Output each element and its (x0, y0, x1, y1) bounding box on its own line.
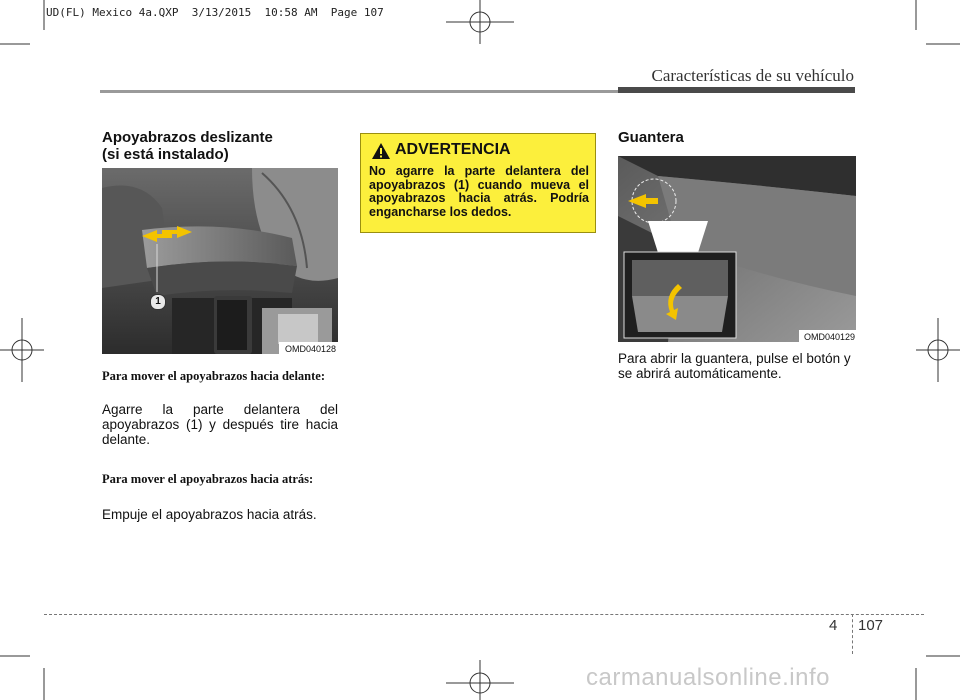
glovebox-text: Para abrir la guantera, pulse el botón y se abrirá automáticamente. (618, 351, 851, 381)
armrest-heading-line1: Apoyabrazos deslizante (102, 129, 273, 146)
section-title: Características de su vehículo (651, 66, 854, 85)
page-number-divider (852, 614, 853, 654)
warning-box (360, 133, 596, 233)
header-rule (100, 90, 618, 93)
watermark: carmanualsonline.info (586, 664, 830, 691)
armrest-photo (102, 168, 338, 354)
print-header: UD(FL) Mexico 4a.QXP 3/13/2015 10:58 AM Page 107 (46, 6, 384, 19)
warning-triangle-icon (371, 142, 391, 160)
armrest-photo-caption-bg (279, 342, 338, 354)
glovebox-heading: Guantera (618, 129, 684, 146)
chapter-number: 4 (829, 617, 838, 634)
armrest-photo-caption: OMD040128 (284, 344, 336, 354)
armrest-heading-line2: (si está instalado) (102, 146, 229, 163)
header-rule-accent (618, 87, 855, 93)
glovebox-illustration (618, 156, 856, 342)
footer-rule (44, 614, 924, 615)
armrest-illustration (102, 168, 338, 354)
glovebox-photo-caption-bg (799, 330, 856, 342)
page-number: 107 (858, 617, 884, 634)
callout-1-badge (150, 294, 166, 310)
backward-text: Empuje el apoyabrazos hacia atrás. (102, 507, 317, 522)
callout-1-number: 1 (155, 296, 161, 307)
backward-subheading: Para mover el apoyabrazos hacia atrás: (102, 472, 314, 486)
warning-title: ADVERTENCIA (395, 141, 511, 158)
warning-text: No agarre la parte delantera del apoyabrazos (1) cuando mueva el apoyabrazos hacia atrás. Podría engancharse los dedos. (369, 164, 589, 219)
forward-subheading: Para mover el apoyabrazos hacia delante: (102, 369, 325, 383)
glovebox-photo (618, 156, 856, 342)
forward-text: Agarre la parte delantera del apoyabrazos (1) y después tire hacia delante. (102, 402, 338, 447)
armrest-heading (102, 129, 342, 163)
glovebox-photo-caption: OMD040129 (803, 332, 855, 342)
